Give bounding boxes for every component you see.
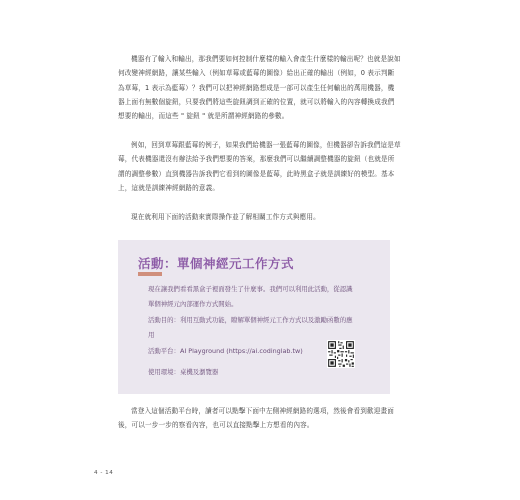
title-underline — [138, 272, 162, 276]
activity-intro: 現在讓我們看看黑盒子裡面發生了什麼事。我們可以利用此活動，從認識單個神經元內部運作方式開始。 — [148, 285, 353, 308]
paragraph-1: 機器有了輸入和輸出，那我們要如何控制什麼樣的輸入會產生什麼樣的輸出呢？也就是說如何改變神經網路，讓某些輸入（例如草莓或藍莓的圖像）給出正確的輸出（例如，0 表示判斷為草莓，1 表示為藍莓）？我們可以把神經網路想成是一部可以產生任何輸出的萬用機器，機器上面有無數個旋鈕，只要我們將這些旋鈕調到正確的位置，就可以將輸入的內容轉換成我們想要的輸出，而這些 " 旋鈕 " 就是所謂神經網路的參數。 — [118, 55, 401, 121]
paragraph-3: 現在就利用下面的活動來實際操作並了解相關工作方式與應用。 — [131, 213, 320, 221]
paragraph-2: 例如，回到草莓跟藍莓的例子，如果我們給機器一張藍莓的圖像，但機器卻告訴我們這是草莓，代表機器還沒有辦法給予我們想要的答案，那麼我們可以繼續調整機器的旋鈕（也就是所謂的調整參數）直到機器告訴我們它看到的圖像是藍莓，此時黑盒子就是訓練好的模型。基本上，這就是訓練神經網路的意義。 — [118, 141, 401, 192]
qr-code-icon[interactable] — [327, 340, 355, 368]
activity-platform: 活動平台：AI Playground (https://ai.codinglab.tw) — [148, 347, 303, 355]
page-number: 4 - 14 — [94, 470, 114, 476]
activity-box — [118, 240, 390, 394]
activity-title: 活動：單個神經元工作方式 — [138, 256, 295, 271]
paragraph-4: 當登入這個活動平台時，讀者可以點擊下面中左側神經網路的選項，然後會看到歡迎畫面後，可以一步一步的察看內容，也可以直接點擊上方想看的內容。 — [118, 407, 395, 430]
activity-environment: 使用環境：桌機及瀏覽器 — [148, 368, 219, 376]
activity-purpose: 活動目的：利用互動式功能，瞭解單個神經元工作方式以及激勵函數的應用 — [148, 316, 353, 339]
